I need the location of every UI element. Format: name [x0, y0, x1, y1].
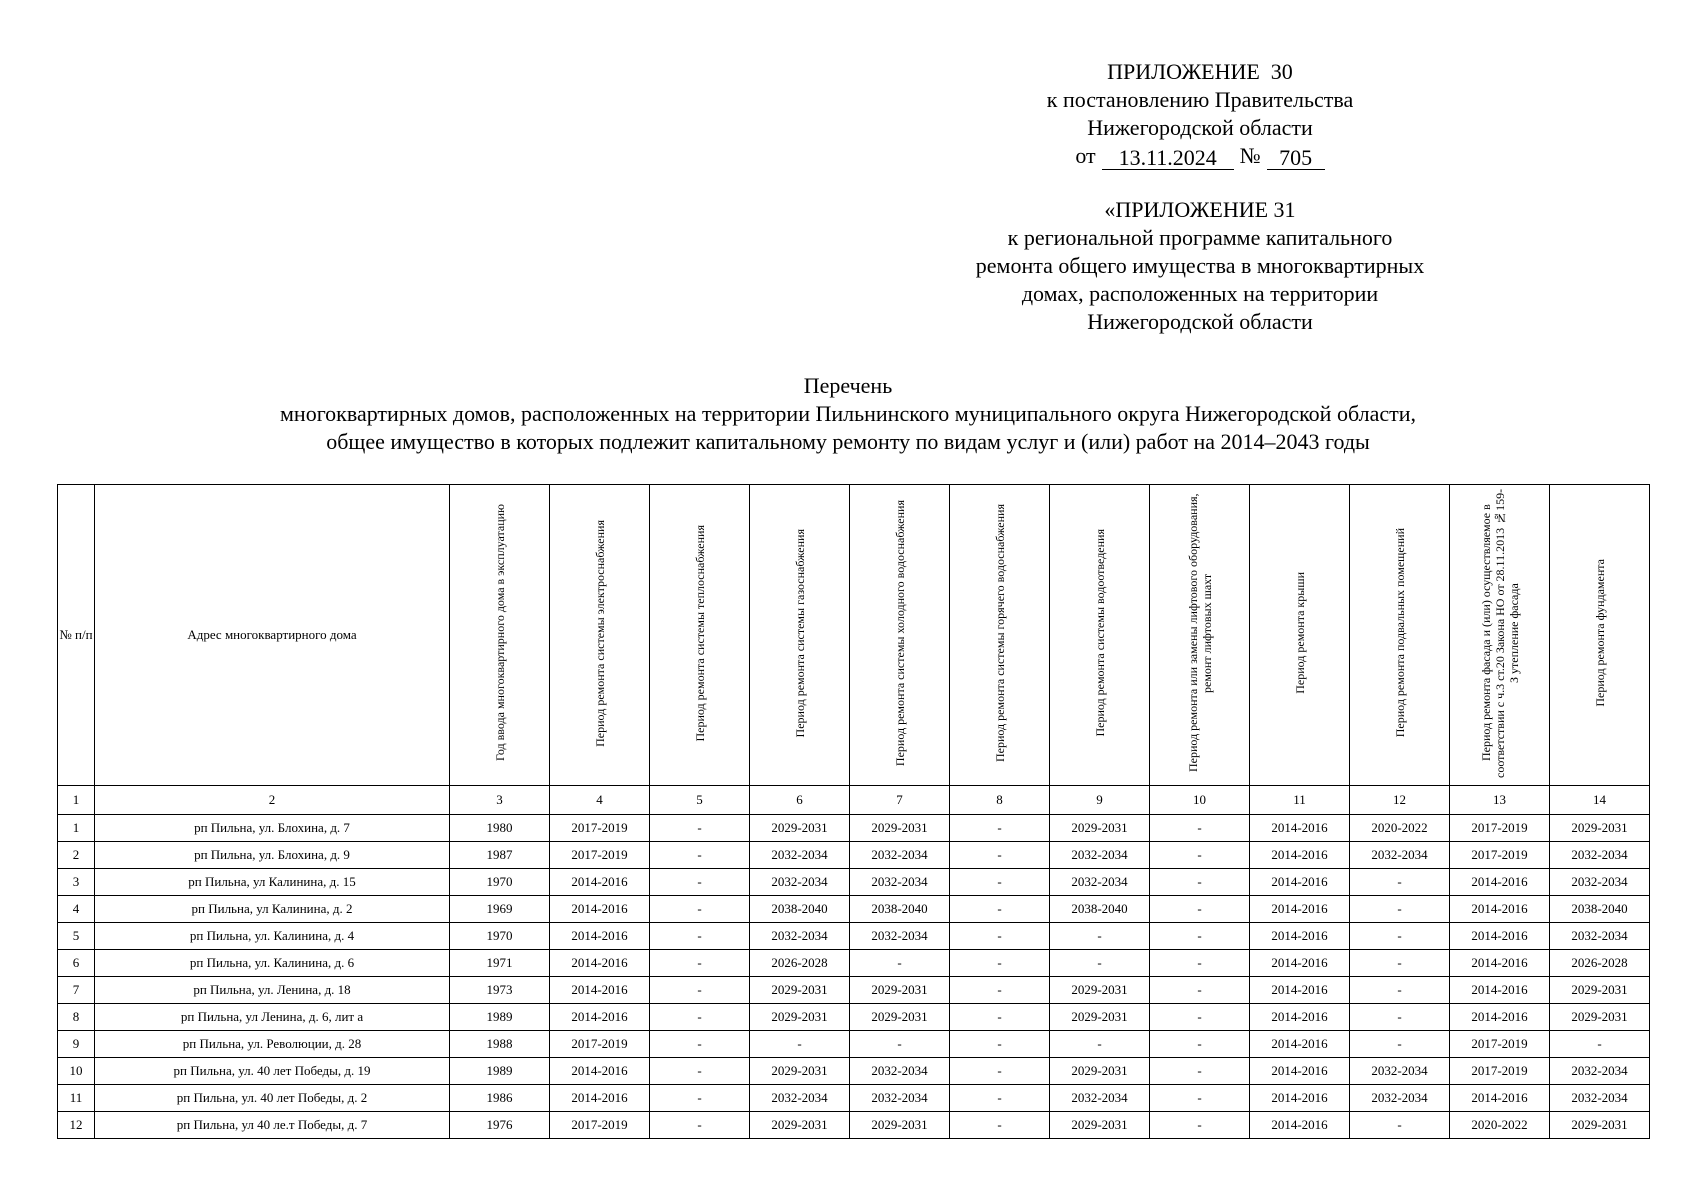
table-header-row: [58, 485, 1650, 786]
column-number: 14: [1550, 786, 1650, 815]
table-cell: -: [950, 1004, 1050, 1031]
column-number: 6: [750, 786, 850, 815]
header-text: Период ремонта системы горячего водоснабжения: [992, 503, 1007, 762]
column-number: 13: [1450, 786, 1550, 815]
table-cell: -: [1350, 977, 1450, 1004]
address-cell: рп Пильна, ул Ленина, д. 6, лит а: [95, 1004, 450, 1031]
table-cell: -: [750, 1031, 850, 1058]
header-text: Период ремонта системы холодного водоснабжения: [892, 499, 907, 767]
table-cell: 1989: [450, 1004, 550, 1031]
table-cell: 2029-2031: [850, 815, 950, 842]
table-cell: 2014-2016: [1250, 842, 1350, 869]
table-cell: 1980: [450, 815, 550, 842]
table-cell: 2029-2031: [750, 815, 850, 842]
table-cell: -: [950, 923, 1050, 950]
table-cell: -: [650, 1085, 750, 1112]
table-cell: -: [850, 1031, 950, 1058]
table-cell: 2032-2034: [1350, 1058, 1450, 1085]
table-cell: -: [650, 923, 750, 950]
table-cell: 2029-2031: [1050, 815, 1150, 842]
appendix-30-line2: Нижегородской области: [1087, 115, 1313, 140]
table-cell: 2026-2028: [1550, 950, 1650, 977]
header-text: Период ремонта системы электроснабжения: [592, 519, 607, 747]
table-cell: -: [950, 950, 1050, 977]
address-cell: рп Пильна, ул. 40 лет Победы, д. 2: [95, 1085, 450, 1112]
table-cell: 2029-2031: [750, 977, 850, 1004]
address-cell: рп Пильна, ул. Блохина, д. 7: [95, 815, 450, 842]
table-cell: -: [1350, 923, 1450, 950]
table-cell: -: [1150, 1112, 1250, 1139]
row-number-cell: 6: [58, 950, 95, 977]
header-text: Период ремонта фасада и (или) осуществляемое в соответствии с ч.3 ст.20 Закона НО от 28.11.2013 №159-З утепление фасада: [1478, 488, 1521, 778]
table-cell: 2017-2019: [1450, 1058, 1550, 1085]
column-number: 2: [95, 786, 450, 815]
table-cell: 2032-2034: [1050, 869, 1150, 896]
table-cell: -: [1050, 923, 1150, 950]
table-cell: -: [1150, 1085, 1250, 1112]
header-text: № п/п: [59, 627, 93, 642]
table-cell: -: [1150, 1031, 1250, 1058]
header-text: Период ремонта системы теплоснабжения: [692, 524, 707, 742]
table-cell: 2014-2016: [1250, 977, 1350, 1004]
column-number: 7: [850, 786, 950, 815]
table-cell: 1986: [450, 1085, 550, 1112]
header-cell: [950, 485, 1050, 786]
table-cell: -: [650, 1058, 750, 1085]
address-cell: рп Пильна, ул Калинина, д. 2: [95, 896, 450, 923]
row-number-cell: 4: [58, 896, 95, 923]
header-cell: [450, 485, 550, 786]
column-number-row: [58, 786, 1650, 815]
table-cell: -: [650, 842, 750, 869]
table-cell: 2017-2019: [550, 1112, 650, 1139]
appendix-31-line2: ремонта общего имущества в многоквартирных: [975, 253, 1425, 278]
table-cell: 2032-2034: [750, 1085, 850, 1112]
table-cell: -: [1150, 869, 1250, 896]
header-text: Период ремонта подвальных помещений: [1392, 528, 1407, 738]
table-cell: -: [650, 1004, 750, 1031]
table-cell: 1976: [450, 1112, 550, 1139]
table-cell: 1988: [450, 1031, 550, 1058]
column-number: 8: [950, 786, 1050, 815]
table-cell: -: [1050, 1031, 1150, 1058]
table-cell: -: [1350, 1112, 1450, 1139]
appendix-31-line3: домах, расположенных на территории: [1021, 281, 1379, 306]
table-cell: 2029-2031: [750, 1004, 850, 1031]
column-number: 1: [58, 786, 95, 815]
decree-date: 13.11.2024: [1102, 147, 1234, 170]
table-cell: -: [950, 815, 1050, 842]
table-cell: 1970: [450, 869, 550, 896]
table-cell: -: [950, 1031, 1050, 1058]
table-cell: -: [1150, 842, 1250, 869]
table-cell: -: [650, 869, 750, 896]
header-cell: [1050, 485, 1150, 786]
column-number: 12: [1350, 786, 1450, 815]
table-row: [58, 815, 1650, 842]
table-row: [58, 1085, 1650, 1112]
table-cell: -: [650, 950, 750, 977]
row-number-cell: 7: [58, 977, 95, 1004]
table-row: [58, 1004, 1650, 1031]
table-cell: 2017-2019: [1450, 1031, 1550, 1058]
table-cell: 2032-2034: [850, 1058, 950, 1085]
table-cell: 2014-2016: [550, 923, 650, 950]
table-cell: 2029-2031: [850, 1112, 950, 1139]
table-cell: 1970: [450, 923, 550, 950]
table-cell: 2032-2034: [750, 869, 850, 896]
table-cell: 2014-2016: [1250, 1058, 1350, 1085]
row-number-cell: 8: [58, 1004, 95, 1031]
list-title-line2: многоквартирных домов, расположенных на территории Пильнинского муниципального округа Нижегородской области,: [280, 401, 1416, 426]
table-cell: 2014-2016: [1450, 923, 1550, 950]
table-cell: 2014-2016: [1450, 977, 1550, 1004]
table-cell: 2032-2034: [850, 923, 950, 950]
table-body: [58, 815, 1650, 1139]
table-cell: 2032-2034: [1550, 842, 1650, 869]
table-cell: 2029-2031: [750, 1112, 850, 1139]
table-row: [58, 1058, 1650, 1085]
row-number-cell: 9: [58, 1031, 95, 1058]
table-cell: 2014-2016: [1250, 1112, 1350, 1139]
table-cell: 2014-2016: [1250, 869, 1350, 896]
table-cell: -: [1150, 815, 1250, 842]
table-cell: 2026-2028: [750, 950, 850, 977]
table-row: [58, 977, 1650, 1004]
row-number-cell: 12: [58, 1112, 95, 1139]
table-cell: 2014-2016: [550, 1058, 650, 1085]
table-cell: 2032-2034: [1550, 1085, 1650, 1112]
table-cell: 2032-2034: [850, 842, 950, 869]
appendix-30-title: ПРИЛОЖЕНИЕ 30: [1107, 59, 1293, 84]
column-number: 5: [650, 786, 750, 815]
table-cell: 2017-2019: [550, 842, 650, 869]
appendix-31-title: «ПРИЛОЖЕНИЕ 31: [1104, 197, 1296, 222]
row-number-cell: 1: [58, 815, 95, 842]
table-cell: 2014-2016: [1250, 815, 1350, 842]
table-cell: -: [950, 977, 1050, 1004]
table-row: [58, 950, 1650, 977]
list-title-line1: Перечень: [803, 373, 893, 398]
table-cell: 2014-2016: [550, 977, 650, 1004]
header-cell: [1150, 485, 1250, 786]
table-cell: 2032-2034: [1350, 1085, 1450, 1112]
table-cell: -: [1350, 1031, 1450, 1058]
row-number-cell: 2: [58, 842, 95, 869]
table-cell: 2032-2034: [1550, 1058, 1650, 1085]
table-cell: 2014-2016: [1250, 1004, 1350, 1031]
table-cell: 2014-2016: [550, 896, 650, 923]
header-cell: [1350, 485, 1450, 786]
appendix-30-block: [960, 58, 1440, 170]
row-number-cell: 11: [58, 1085, 95, 1112]
row-number-cell: 5: [58, 923, 95, 950]
table-cell: -: [1150, 1058, 1250, 1085]
decree-dateline: [960, 142, 1440, 170]
table-cell: 2014-2016: [550, 950, 650, 977]
appendix-30-line1: к постановлению Правительства: [1046, 87, 1354, 112]
table-cell: 2014-2016: [1250, 896, 1350, 923]
table-row: [58, 896, 1650, 923]
header-text: Период ремонта крыши: [1292, 572, 1307, 694]
column-number: 10: [1150, 786, 1250, 815]
column-number: 3: [450, 786, 550, 815]
header-cell: [1250, 485, 1350, 786]
table-cell: 2020-2022: [1450, 1112, 1550, 1139]
table-cell: -: [1550, 1031, 1650, 1058]
header-text: Год ввода многоквартирного дома в эксплуатацию: [492, 504, 507, 762]
appendix-31-line1: к региональной программе капитального: [1007, 225, 1393, 250]
table-cell: -: [950, 896, 1050, 923]
header-cell: [95, 485, 450, 786]
table-cell: -: [1350, 896, 1450, 923]
table-cell: -: [650, 896, 750, 923]
table-cell: 2017-2019: [550, 1031, 650, 1058]
table-cell: 2032-2034: [1050, 1085, 1150, 1112]
table-cell: 2029-2031: [1050, 1058, 1150, 1085]
table-cell: 2032-2034: [750, 842, 850, 869]
table-row: [58, 1031, 1650, 1058]
table-cell: 2032-2034: [1550, 869, 1650, 896]
table-cell: 2014-2016: [550, 1004, 650, 1031]
table-cell: -: [850, 950, 950, 977]
column-number: 4: [550, 786, 650, 815]
table-cell: 2014-2016: [550, 1085, 650, 1112]
table-cell: -: [650, 1031, 750, 1058]
table-cell: -: [950, 869, 1050, 896]
header-cell: [1550, 485, 1650, 786]
table-cell: 2014-2016: [1250, 923, 1350, 950]
table-cell: 2029-2031: [1050, 1112, 1150, 1139]
address-cell: рп Пильна, ул. 40 лет Победы, д. 19: [95, 1058, 450, 1085]
address-cell: рп Пильна, ул 40 ле.т Победы, д. 7: [95, 1112, 450, 1139]
table-cell: -: [1350, 1004, 1450, 1031]
table-cell: 1973: [450, 977, 550, 1004]
table-cell: -: [1050, 950, 1150, 977]
table-cell: 2029-2031: [1050, 977, 1150, 1004]
repair-schedule-table: [57, 484, 1650, 1139]
table-cell: 2032-2034: [1050, 842, 1150, 869]
table-cell: 2032-2034: [1550, 923, 1650, 950]
header-text: Период ремонта системы водоотведения: [1092, 529, 1107, 737]
table-cell: -: [950, 1112, 1050, 1139]
address-cell: рп Пильна, ул. Ленина, д. 18: [95, 977, 450, 1004]
header-text: Период ремонта системы газоснабжения: [792, 528, 807, 738]
table-cell: 2014-2016: [1250, 950, 1350, 977]
table-cell: 2032-2034: [750, 923, 850, 950]
table-cell: 2029-2031: [1550, 977, 1650, 1004]
table-cell: 2038-2040: [750, 896, 850, 923]
header-text: Адрес многоквартирного дома: [187, 627, 357, 642]
column-number: 9: [1050, 786, 1150, 815]
table-cell: 2017-2019: [550, 815, 650, 842]
address-cell: рп Пильна, ул. Калинина, д. 4: [95, 923, 450, 950]
address-cell: рп Пильна, ул. Калинина, д. 6: [95, 950, 450, 977]
table-cell: 2029-2031: [750, 1058, 850, 1085]
table-cell: 2032-2034: [850, 869, 950, 896]
table-cell: -: [950, 1058, 1050, 1085]
table-cell: 1971: [450, 950, 550, 977]
table-cell: 2014-2016: [1450, 896, 1550, 923]
table-row: [58, 869, 1650, 896]
table-cell: 2029-2031: [1550, 815, 1650, 842]
table-cell: 2029-2031: [850, 1004, 950, 1031]
table-cell: 2020-2022: [1350, 815, 1450, 842]
table-cell: -: [1350, 950, 1450, 977]
table-cell: 2029-2031: [850, 977, 950, 1004]
table-cell: 2017-2019: [1450, 815, 1550, 842]
header-cell: [750, 485, 850, 786]
appendix-31-block: [960, 196, 1440, 336]
table-cell: 2017-2019: [1450, 842, 1550, 869]
table-cell: 2014-2016: [550, 869, 650, 896]
table-cell: 1989: [450, 1058, 550, 1085]
header-cell: [1450, 485, 1550, 786]
address-cell: рп Пильна, ул. Блохина, д. 9: [95, 842, 450, 869]
list-title: [0, 372, 1696, 456]
table-cell: 2029-2031: [1550, 1004, 1650, 1031]
table-cell: 2029-2031: [1050, 1004, 1150, 1031]
header-cell: [58, 485, 95, 786]
table-cell: 2014-2016: [1250, 1031, 1350, 1058]
table-cell: 2038-2040: [850, 896, 950, 923]
table-cell: -: [1150, 896, 1250, 923]
table-cell: 2032-2034: [1350, 842, 1450, 869]
table-cell: -: [1150, 977, 1250, 1004]
table-cell: 2014-2016: [1450, 1085, 1550, 1112]
table-cell: 1987: [450, 842, 550, 869]
address-cell: рп Пильна, ул Калинина, д. 15: [95, 869, 450, 896]
appendix-31-line4: Нижегородской области: [1087, 309, 1313, 334]
table-cell: -: [950, 842, 1050, 869]
table-cell: 2014-2016: [1450, 1004, 1550, 1031]
table-cell: 2029-2031: [1550, 1112, 1650, 1139]
table-cell: -: [650, 815, 750, 842]
table-cell: -: [1150, 950, 1250, 977]
decree-number: 705: [1267, 147, 1325, 170]
table-row: [58, 842, 1650, 869]
table-cell: -: [650, 977, 750, 1004]
header-text: Период ремонта фундамента: [1592, 559, 1607, 707]
header-cell: [550, 485, 650, 786]
header-cell: [650, 485, 750, 786]
header-text: Период ремонта или замены лифтового оборудования, ремонт лифтовых шахт: [1185, 493, 1214, 773]
row-number-cell: 3: [58, 869, 95, 896]
table-cell: 2014-2016: [1450, 950, 1550, 977]
address-cell: рп Пильна, ул. Революции, д. 28: [95, 1031, 450, 1058]
table-cell: -: [1150, 923, 1250, 950]
row-number-cell: 10: [58, 1058, 95, 1085]
table-row: [58, 923, 1650, 950]
table-cell: 2014-2016: [1450, 869, 1550, 896]
table-cell: -: [650, 1112, 750, 1139]
column-number: 11: [1250, 786, 1350, 815]
table-cell: 2038-2040: [1550, 896, 1650, 923]
table-cell: 2014-2016: [1250, 1085, 1350, 1112]
table-cell: -: [1350, 869, 1450, 896]
table-row: [58, 1112, 1650, 1139]
date-prefix: от: [1075, 143, 1096, 168]
table-cell: -: [1150, 1004, 1250, 1031]
table-cell: -: [950, 1085, 1050, 1112]
table-cell: 1969: [450, 896, 550, 923]
number-prefix: №: [1239, 143, 1261, 168]
list-title-line3: общее имущество в которых подлежит капитальному ремонту по видам услуг и (или) работ на 2014–2043 годы: [326, 429, 1370, 454]
table-cell: 2038-2040: [1050, 896, 1150, 923]
header-cell: [850, 485, 950, 786]
table-cell: 2032-2034: [850, 1085, 950, 1112]
